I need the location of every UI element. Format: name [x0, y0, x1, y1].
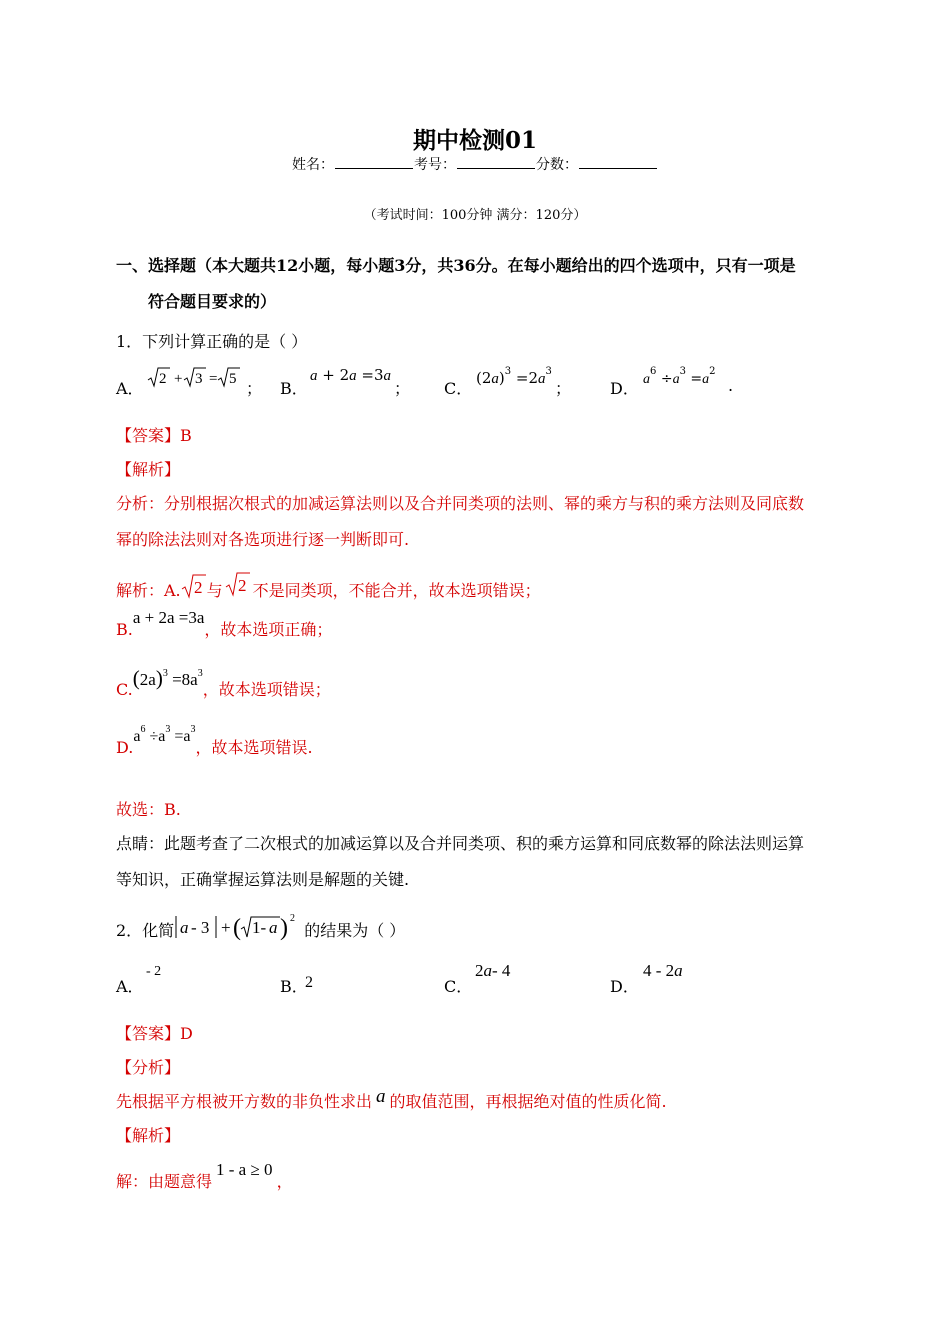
- q1-detail-d-suffix: ，故本选项错误.: [195, 738, 313, 757]
- svg-text:(: (: [233, 915, 242, 941]
- svg-text:2: 2: [290, 913, 296, 924]
- q2-option-b-letter: B．: [280, 977, 308, 996]
- q2-option-d-letter: D．: [610, 977, 639, 996]
- svg-text:3: 3: [195, 371, 203, 387]
- q1-option-a-expr: [146, 364, 246, 395]
- q2-analysis: 先根据平方根被开方数的非负性求出 a 的取值范围，再根据绝对值的性质化简.: [116, 1086, 667, 1111]
- student-info-line: [0, 154, 950, 174]
- q1-option-b-letter: B．: [280, 379, 308, 398]
- svg-text:=: =: [209, 371, 218, 387]
- q2-solution-expr: 1 - a ≥ 0: [216, 1160, 273, 1179]
- q2-stem: [116, 912, 405, 944]
- exam-info: （考试时间：100分钟 满分：120分）: [363, 208, 587, 223]
- q1-detail-c-prefix: C.: [116, 680, 133, 699]
- q2-option-a-letter: A．: [116, 977, 144, 996]
- q1-detail-a-prefix: 解析：A.: [116, 581, 181, 600]
- q1-option-d-expr: $a^6 \div a^3 =a^2$: [643, 366, 716, 387]
- id-label: 考号：: [414, 157, 456, 173]
- svg-text:5: 5: [229, 371, 237, 387]
- sqrt2-formula: [181, 572, 207, 600]
- q2-formula: [174, 912, 304, 944]
- q1-detail-b-suffix: ，故本选项正确；: [204, 620, 333, 639]
- svg-text:- 3: - 3: [191, 918, 210, 937]
- section1-heading-cont: 符合题目要求的）: [148, 292, 277, 311]
- q1-answer: 【答案】B: [116, 426, 192, 445]
- q2-solution-suffix: ，: [276, 1172, 293, 1191]
- q2-option-d-expr: 4 - 2a: [643, 961, 683, 980]
- q1-detail-a: [116, 572, 541, 601]
- score-label: 分数：: [536, 157, 578, 173]
- q1-option-d-letter: D．: [610, 379, 639, 398]
- name-blank[interactable]: [335, 157, 413, 169]
- q2-option-a-expr: - 2: [146, 964, 162, 979]
- svg-text:2: 2: [159, 371, 167, 387]
- q2-option-b-expr: 2: [305, 974, 313, 991]
- q1-choice: 故选：B.: [116, 800, 181, 819]
- svg-text:): ): [280, 915, 289, 941]
- q1-detail-a-mid: 与: [206, 581, 223, 600]
- q2-solution-prefix: 解：由题意得: [116, 1172, 213, 1191]
- q2-solution: [116, 1160, 293, 1192]
- page-title: 期中检测01: [412, 127, 537, 154]
- q1-detail-d: $D.a^6 \div a^3 =a^3$，故本选项错误.: [116, 724, 313, 757]
- q1-option-a-tail: ；: [246, 379, 263, 398]
- q1-option-a-formula: [146, 364, 246, 390]
- q1-option-c-letter: C．: [444, 379, 473, 398]
- q2-solution-label: 【解析】: [116, 1126, 181, 1145]
- svg-text:+: +: [221, 918, 231, 937]
- q1-detail-d-prefix: D.: [116, 738, 134, 757]
- q2-stem-prefix: 2．化简: [116, 921, 175, 940]
- q1-detail-c: $C.(2a)^3 =8a^3$，故本选项错误；: [116, 666, 331, 699]
- name-label: 姓名：: [292, 157, 334, 173]
- q1-analysis-line1: 分析：分别根据次根式的加减运算法则以及合并同类项的法则、幂的乘方与积的乘方法则及同底数: [116, 494, 805, 513]
- q1-comment-line2: 等知识，正确掌握运算法则是解题的关键.: [116, 870, 410, 889]
- q2-option-c-letter: C．: [444, 977, 473, 996]
- q2-analysis-label: 【分析】: [116, 1058, 181, 1077]
- q1-analysis-line2: 幂的除法法则对各选项进行逐一判断即可.: [116, 530, 410, 549]
- q1-detail-a-suffix: 不是同类项，不能合并，故本选项错误；: [252, 581, 541, 600]
- q1-detail-c-suffix: ，故本选项错误；: [202, 680, 331, 699]
- svg-text:2: 2: [237, 576, 247, 595]
- svg-text:a: a: [180, 918, 189, 937]
- q1-comment-line1: 点睛：此题考查了二次根式的加减运算以及合并同类项、积的乘方运算和同底数幂的除法法则运算: [116, 834, 805, 853]
- q1-stem: 1．下列计算正确的是（ ）: [116, 332, 308, 351]
- q1-option-c-tail: ；: [555, 379, 572, 398]
- q1-detail-b: B.a + 2a =3a，故本选项正确；: [116, 608, 333, 639]
- svg-text:1-: 1-: [252, 918, 267, 937]
- q1-option-a-letter: A．: [116, 379, 144, 398]
- q1-option-c-expr: $(2a)^3 =2a^3$: [476, 366, 552, 387]
- q1-option-b-expr: a + 2a =3a: [310, 366, 392, 384]
- q2-analysis-prefix: 先根据平方根被开方数的非负性求出: [116, 1092, 373, 1111]
- q1-analysis-label: 【解析】: [116, 460, 181, 479]
- score-blank[interactable]: [579, 157, 657, 169]
- q2-option-c-expr: 2a- 4: [475, 961, 511, 980]
- q1-option-b-tail: ；: [394, 379, 411, 398]
- q1-option-d-tail: .: [728, 376, 734, 395]
- q2-analysis-suffix: 的取值范围，再根据绝对值的性质化简.: [389, 1092, 667, 1111]
- q2-answer: 【答案】D: [116, 1024, 193, 1043]
- id-blank[interactable]: [457, 157, 535, 169]
- svg-text:+: +: [174, 371, 183, 387]
- q2-stem-suffix: 的结果为（ ）: [304, 921, 406, 940]
- section1-heading: 一、选择题（本大题共12小题，每小题3分，共36分。在每小题给出的四个选项中，只有一项是: [116, 256, 796, 275]
- q1-detail-b-prefix: B.: [116, 620, 133, 639]
- sqrt2-formula-2: [223, 572, 253, 600]
- svg-text:a: a: [269, 918, 278, 937]
- svg-text:2: 2: [193, 578, 203, 597]
